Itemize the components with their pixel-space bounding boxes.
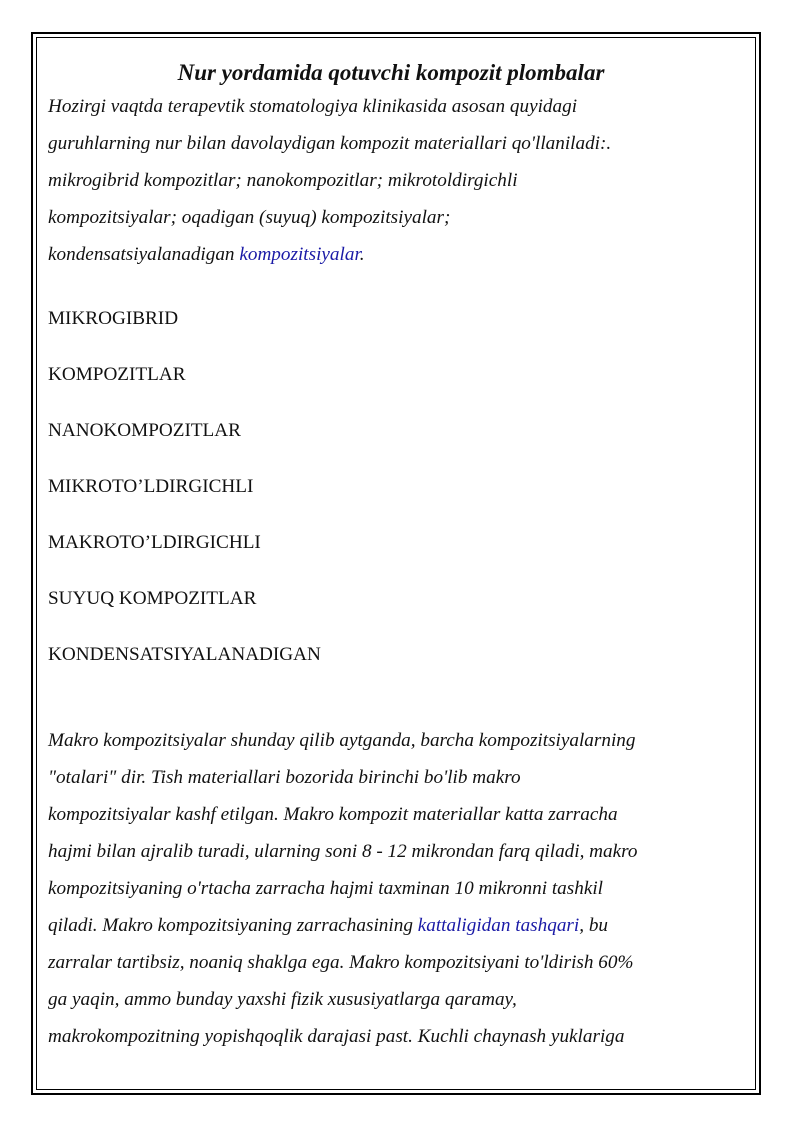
document-title: Nur yordamida qotuvchi kompozit plombalar <box>177 60 605 85</box>
macro-line: zarralar tartibsiz, noaniq shaklga ega. Makro kompozitsiyani to'ldirish 60% <box>48 952 634 973</box>
document-body <box>48 56 728 1055</box>
macro-line: kompozitsiyalar kashf etilgan. Makro kompozit materiallar katta zarracha <box>48 804 618 825</box>
macro-line: kompozitsiyaning o'rtacha zarracha hajmi taxminan 10 mikronni tashkil <box>48 878 604 899</box>
category-list <box>48 291 728 683</box>
macro-text: qiladi. Makro kompozitsiyaning zarrachasining <box>48 915 418 936</box>
category-item: MIKROTO’LDIRGICHLI <box>48 476 254 497</box>
intro-text: . <box>359 244 365 265</box>
macro-line: ga yaqin, ammo bunday yaxshi fizik xususiyatlarga qaramay, <box>48 989 517 1010</box>
macro-paragraph <box>48 722 728 1055</box>
macro-line: hajmi bilan ajralib turadi, ularning soni 8 - 12 mikrondan farq qiladi, makro <box>48 841 638 862</box>
macro-text: , bu <box>579 915 609 936</box>
macro-line <box>48 907 728 944</box>
kattaligidan-tashqari-link[interactable]: kattaligidan tashqari <box>417 915 580 936</box>
kompozitsiyalar-link[interactable]: kompozitsiyalar <box>239 244 360 265</box>
macro-line: makrokompozitning yopishqoqlik darajasi past. Kuchli chaynash yuklariga <box>48 1026 625 1047</box>
category-item: KONDENSATSIYALANADIGAN <box>48 644 321 665</box>
intro-line: guruhlarning nur bilan davolaydigan kompozit materiallari qo'llaniladi:. <box>48 133 612 154</box>
macro-line: Makro kompozitsiyalar shunday qilib aytganda, barcha kompozitsiyalarning <box>48 730 636 751</box>
macro-line: "otalari" dir. Tish materiallari bozorida birinchi bo'lib makro <box>48 767 521 788</box>
intro-line: mikrogibrid kompozitlar; nanokompozitlar; mikrotoldirgichli <box>48 170 518 191</box>
intro-line <box>48 236 728 273</box>
category-item: NANOKOMPOZITLAR <box>48 420 241 441</box>
category-item: MIKROGIBRID <box>48 308 179 329</box>
category-item: MAKROTO’LDIRGICHLI <box>48 532 261 553</box>
intro-line: Hozirgi vaqtda terapevtik stomatologiya klinikasida asosan quyidagi <box>48 96 578 117</box>
intro-line: kompozitsiyalar; oqadigan (suyuq) kompozitsiyalar; <box>48 207 451 228</box>
intro-paragraph <box>48 88 728 273</box>
intro-text: kondensatsiyalanadigan <box>48 244 240 265</box>
category-item: SUYUQ KOMPOZITLAR <box>48 588 257 609</box>
category-item: KOMPOZITLAR <box>48 364 186 385</box>
